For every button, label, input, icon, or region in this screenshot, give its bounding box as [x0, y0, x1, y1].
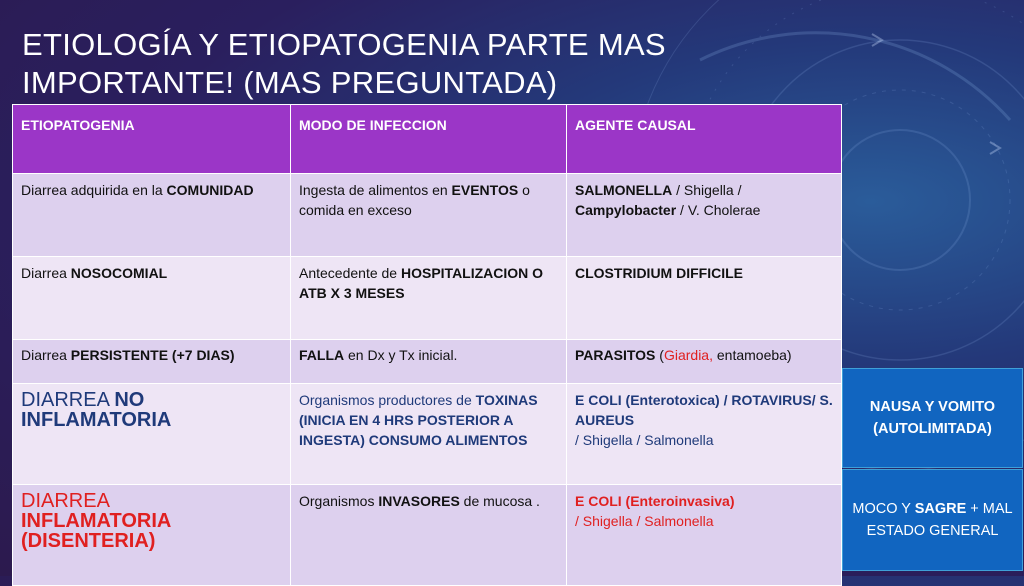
cell-agente — [567, 384, 842, 485]
cell-text: Organismos — [299, 493, 379, 509]
cell-text-bold: E COLI (Enterotoxica) / ROTAVIRUS/ S. AUREUS — [575, 392, 833, 428]
table-row — [13, 340, 842, 384]
cell-text-bold: COMUNIDAD — [166, 182, 254, 198]
cell-text: en Dx y Tx inicial. — [344, 347, 458, 363]
cell-text: o comida en exceso — [299, 182, 530, 218]
cell-text-bold: Campylobacter — [575, 202, 677, 218]
table-row — [13, 384, 842, 485]
cell-text-bold: PARASITOS — [575, 347, 656, 363]
cell-text-bold: FALLA — [299, 347, 345, 363]
cell-text: / Shigella / Salmonella — [575, 513, 714, 529]
header-etiopatogenia: ETIOPATOGENIA — [13, 105, 291, 174]
header-modo-infeccion: MODO DE INFECCION — [291, 105, 567, 174]
cell-text: Diarrea adquirida en la — [21, 182, 167, 198]
cell-text-bold: SALMONELLA — [575, 182, 673, 198]
cell-text-bold: CLOSTRIDIUM DIFFICILE — [575, 265, 743, 281]
cell-text-bold: INVASORES — [378, 493, 460, 509]
cell-text-bold: NO INFLAMATORIA — [21, 389, 172, 431]
cell-text-red: Giardia, — [663, 347, 713, 363]
table-row — [13, 257, 842, 340]
cell-text: / Shigella / — [672, 182, 742, 198]
cell-text-bold: PERSISTENTE (+7 DIAS) — [70, 347, 235, 363]
cell-etiopatogenia — [13, 384, 291, 485]
cell-agente — [567, 257, 842, 340]
cell-text-bold: NOSOCOMIAL — [70, 265, 168, 281]
cell-text: de mucosa . — [459, 493, 540, 509]
cell-text: Diarrea — [21, 347, 71, 363]
cell-text: ( — [655, 347, 664, 363]
cell-text: Organismos productores de — [299, 392, 476, 408]
cell-modo — [291, 174, 567, 257]
table-row — [13, 485, 842, 586]
cell-text-bold: HOSPITALIZACION O ATB X 3 MESES — [299, 265, 544, 301]
cell-text: / V. Cholerae — [676, 202, 761, 218]
cell-text-bold: INFLAMATORIA (DISENTERIA) — [21, 510, 171, 552]
side-note-text — [843, 498, 1022, 542]
table-header-row — [13, 105, 842, 174]
side-note-part: MOCO Y — [852, 501, 915, 517]
side-note-text: NAUSA Y VOMITO (AUTOLIMITADA) — [869, 399, 996, 437]
cell-text-bold: EVENTOS — [451, 182, 519, 198]
cell-text: entamoeba) — [712, 347, 792, 363]
cell-text: Diarrea — [21, 265, 71, 281]
cell-etiopatogenia — [13, 257, 291, 340]
cell-agente — [567, 485, 842, 586]
table-row — [13, 174, 842, 257]
slide-title: ETIOLOGÍA Y ETIOPATOGENIA PARTE MAS IMPORTANTE! (MAS PREGUNTADA) — [22, 27, 666, 100]
cell-text: / Shigella / Salmonella — [575, 432, 714, 448]
cell-text: DIARREA — [21, 490, 110, 512]
cell-etiopatogenia — [13, 340, 291, 384]
cell-etiopatogenia — [13, 174, 291, 257]
cell-modo — [291, 340, 567, 384]
side-note-bold: SAGRE — [914, 501, 967, 517]
side-note-nausea — [842, 368, 1023, 468]
cell-modo — [291, 485, 567, 586]
side-note-mucus — [842, 469, 1023, 571]
side-note-part: + MAL ESTADO GENERAL — [866, 501, 1013, 539]
cell-agente — [567, 340, 842, 384]
cell-etiopatogenia — [13, 485, 291, 586]
cell-text: Ingesta de alimentos en — [299, 182, 452, 198]
cell-modo — [291, 257, 567, 340]
cell-text-bold: E COLI (Enteroinvasiva) — [575, 493, 735, 509]
cell-modo — [291, 384, 567, 485]
cell-text-bold: TOXINAS (INICIA EN 4 HRS POSTERIOR A INGESTA) CONSUMO ALIMENTOS — [299, 392, 538, 448]
etiology-table — [12, 104, 842, 586]
cell-agente — [567, 174, 842, 257]
cell-text: DIARREA — [21, 389, 115, 411]
cell-text: Antecedente de — [299, 265, 401, 281]
header-agente-causal: AGENTE CAUSAL — [567, 105, 842, 174]
